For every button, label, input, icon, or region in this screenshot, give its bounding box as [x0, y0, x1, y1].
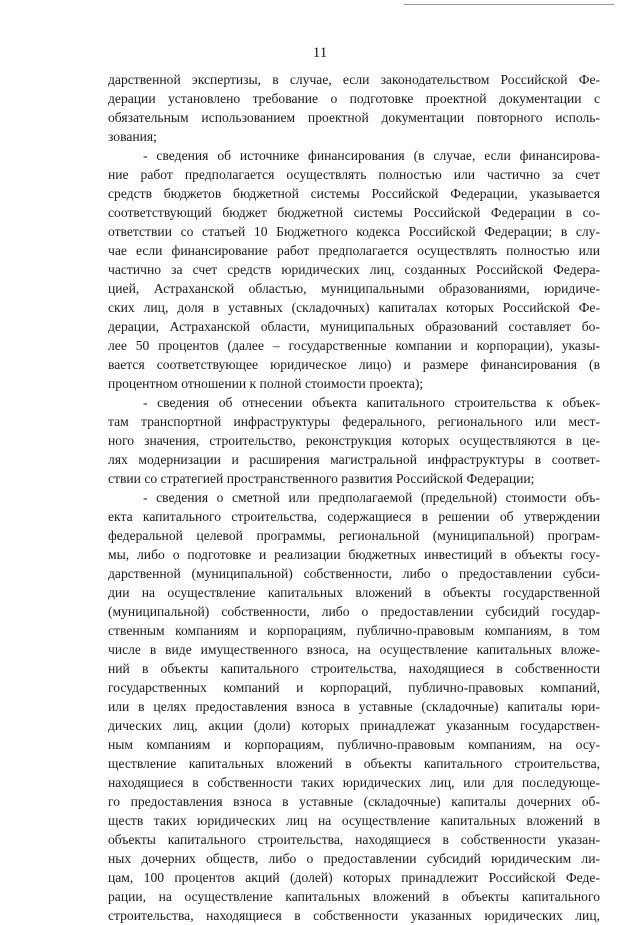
paragraph [108, 488, 600, 925]
paragraph [108, 393, 600, 488]
text-line: цией, Астраханской областью, муниципальными образованиями, юридиче- [108, 281, 600, 296]
text-line: ние работ предполагается осуществлять полностью или частично за счет [108, 167, 600, 182]
text-line: ных дочерних обществ, либо о предоставлении субсидий юридическим ли- [108, 851, 600, 866]
text-line: зования; [108, 129, 157, 144]
text-line: числе в виде имущественного взноса, на осуществление капитальных вложе- [108, 642, 600, 657]
text-line: чае если финансирование работ предполагается осуществлять полностью или [108, 243, 600, 258]
text-line: мы, либо о подготовке и реализации бюджетных инвестиций в объекты госу- [108, 547, 600, 562]
text-line: дии на осуществление капитальных вложений в объекты государственной [108, 585, 600, 600]
text-line: - сведения об отнесении объекта капитального строительства к объек- [143, 395, 600, 410]
text-line: дерации установлено требование о подготовке проектной документации с [108, 91, 600, 106]
text-line: федеральной целевой программы, региональной (муниципальной) програм- [108, 528, 600, 543]
text-line: рации, на осуществление капитальных вложений в объекты капитального [108, 889, 600, 904]
text-line: находящиеся в собственности таких юридических лиц, или для последующе- [108, 775, 600, 790]
scan-edge-mark [404, 4, 614, 5]
paragraph [108, 70, 600, 146]
text-line: ских лиц, доля в уставных (складочных) капиталах которых Российской Фе- [108, 300, 600, 315]
text-line: (муниципальной) собственности, либо о предоставлении субсидий государ- [108, 604, 600, 619]
text-line: государственных компаний и корпораций, публично-правовых компаний, [108, 680, 600, 695]
text-line: дических лиц, акции (доли) которых принадлежат указанным государствен- [108, 718, 600, 733]
paragraph [108, 146, 600, 393]
text-line: ществ таких юридических лиц на осуществление капитальных вложений в [108, 813, 600, 828]
text-line: ного значения, строительство, реконструкция которых осуществляются в це- [108, 433, 600, 448]
text-line: лее 50 процентов (далее – государственные компании и корпорации), указы- [108, 338, 600, 353]
text-line: дарственной экспертизы, в случае, если законодательством Российской Фе- [108, 72, 600, 87]
page-number: 11 [312, 45, 328, 61]
text-line: там транспортной инфраструктуры федерального, регионального или мест- [108, 414, 600, 429]
text-line: лях модернизации и расширения магистральной инфраструктуры в соответ- [108, 452, 600, 467]
text-line: дарственной (муниципальной) собственности, либо о предоставлении субси- [108, 566, 600, 581]
text-line: частично за счет средств юридических лиц, созданных Российской Федера- [108, 262, 600, 277]
text-line: ственным компаниям и корпорациям, публично-правовым компаниям, в том [108, 623, 600, 638]
text-line: - сведения об источнике финансирования (в случае, если финансирова- [143, 148, 600, 163]
text-line: объекты капитального строительства, находящиеся в собственности указан- [108, 832, 600, 847]
text-line: вается соответствующее юридическое лицо) и размере финансирования (в [108, 357, 600, 372]
text-line: ответствии со статьей 10 Бюджетного кодекса Российской Федерации; в слу- [108, 224, 600, 239]
text-line: екта капитального строительства, содержащиеся в решении об утверждении [108, 509, 600, 524]
text-line: ний в объекты капитального строительства, находящиеся в собственности [108, 661, 600, 676]
text-line: ным компаниям и корпорациям, публично-правовым компаниям, на осу- [108, 737, 600, 752]
text-line: соответствующий бюджет бюджетной системы Российской Федерации в со- [108, 205, 600, 220]
text-line: процентном отношении к полной стоимости проекта); [108, 376, 424, 391]
text-line: ствии со стратегией пространственного развития Российской Федерации; [108, 471, 535, 486]
text-line: го предоставления взноса в уставные (складочные) капиталы дочерних об- [108, 794, 600, 809]
text-line: ществление капитальных вложений в объекты капитального строительства, [108, 756, 600, 771]
text-line: цам, 100 процентов акций (долей) которых принадлежит Российской Феде- [108, 870, 600, 885]
text-line: строительства, находящиеся в собственности указанных юридических лиц, [108, 908, 600, 923]
text-line: обязательным использованием проектной документации повторного исполь- [108, 110, 600, 125]
body-text [108, 70, 600, 925]
text-line: или в целях предоставления взноса в уставные (складочные) капиталы юри- [108, 699, 600, 714]
text-line: средств бюджетов бюджетной системы Российской Федерации, указывается [108, 186, 600, 201]
text-line: - сведения о сметной или предполагаемой (предельной) стоимости объ- [143, 490, 600, 505]
text-line: дерации, Астраханской области, муниципальных образований составляет бо- [108, 319, 600, 334]
